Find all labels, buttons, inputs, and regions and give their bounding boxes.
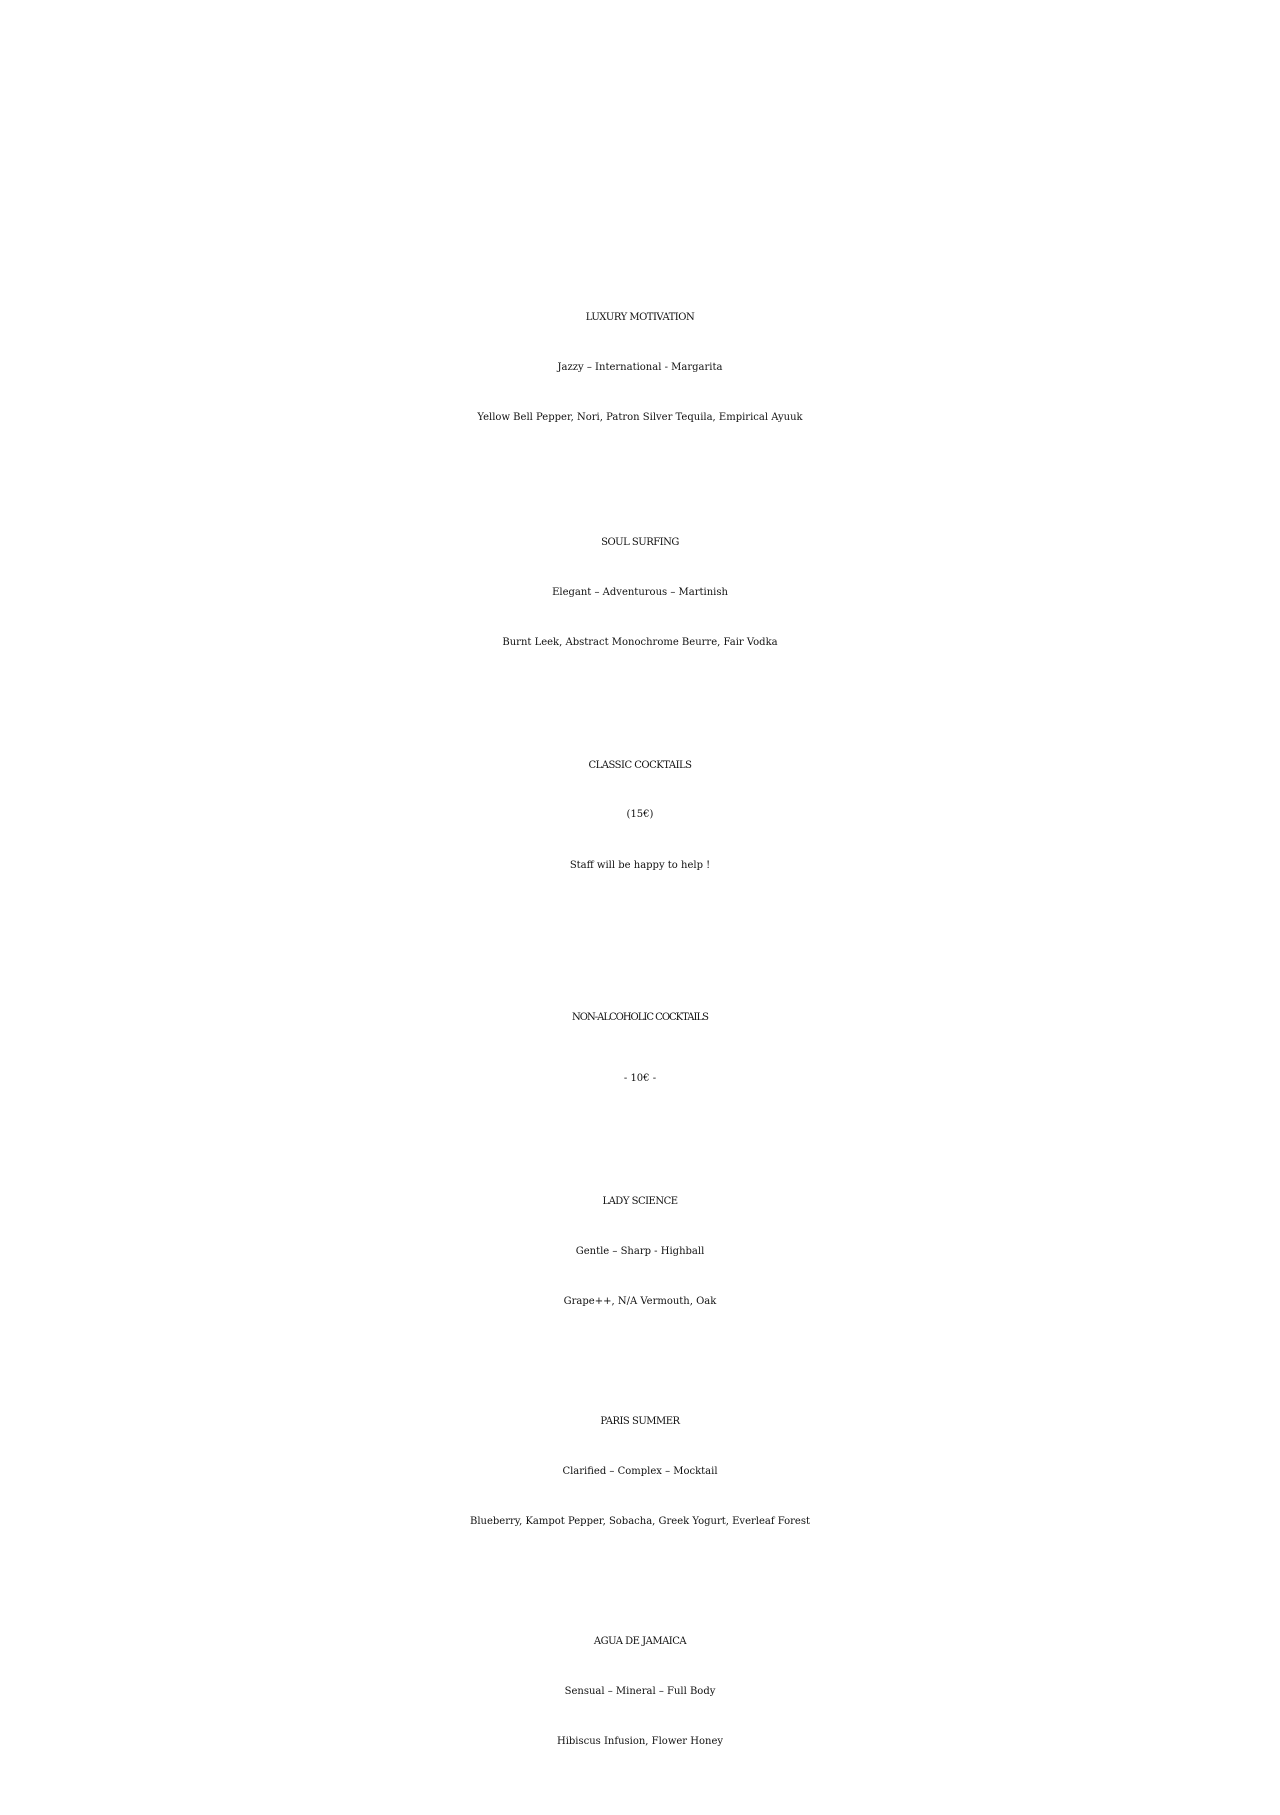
cocktail-descriptor: Jazzy – International - Margarita [557,362,723,373]
cocktail-ingredients: Grape++, N/A Vermouth, Oak [563,1296,717,1307]
cocktail-lady-science [0,1174,1280,1330]
classic-cocktails-section [0,738,1280,888]
section-price: - 10€ - [623,1073,657,1084]
cocktail-name: SOUL SURFING [601,537,679,548]
cocktail-descriptor: Gentle – Sharp - Highball [575,1246,705,1257]
cocktail-soul-surfing [0,515,1280,671]
cocktail-ingredients: Yellow Bell Pepper, Nori, Patron Silver Tequila, Empirical Ayuuk [477,412,803,423]
section-price: (15€) [626,809,654,820]
cocktail-ingredients: Burnt Leek, Abstract Monochrome Beurre, Fair Vodka [502,637,778,648]
cocktail-ingredients: Hibiscus Infusion, Flower Honey [556,1736,724,1747]
cocktail-descriptor: Clarified – Complex – Mocktail [562,1466,718,1477]
cocktail-name: LADY SCIENCE [602,1196,678,1207]
cocktail-agua-de-jamaica [0,1614,1280,1770]
cocktail-name: AGUA DE JAMAICA [593,1636,687,1647]
section-note: Staff will be happy to help ! [569,860,711,871]
cocktail-descriptor: Sensual – Mineral – Full Body [564,1686,716,1697]
cocktail-luxury-motivation [0,290,1280,446]
cocktail-name: PARIS SUMMER [600,1416,680,1427]
cocktail-descriptor: Elegant – Adventurous – Martinish [552,587,728,598]
cocktail-ingredients: Blueberry, Kampot Pepper, Sobacha, Greek Yogurt, Everleaf Forest [469,1516,810,1527]
cocktail-name: LUXURY MOTIVATION [585,312,695,323]
section-title: CLASSIC COCKTAILS [588,760,692,771]
section-heading: NON-ALCOHOLIC COCKTAILS [572,1012,708,1023]
cocktail-paris-summer [0,1394,1280,1550]
non-alcoholic-header [0,980,1280,1098]
